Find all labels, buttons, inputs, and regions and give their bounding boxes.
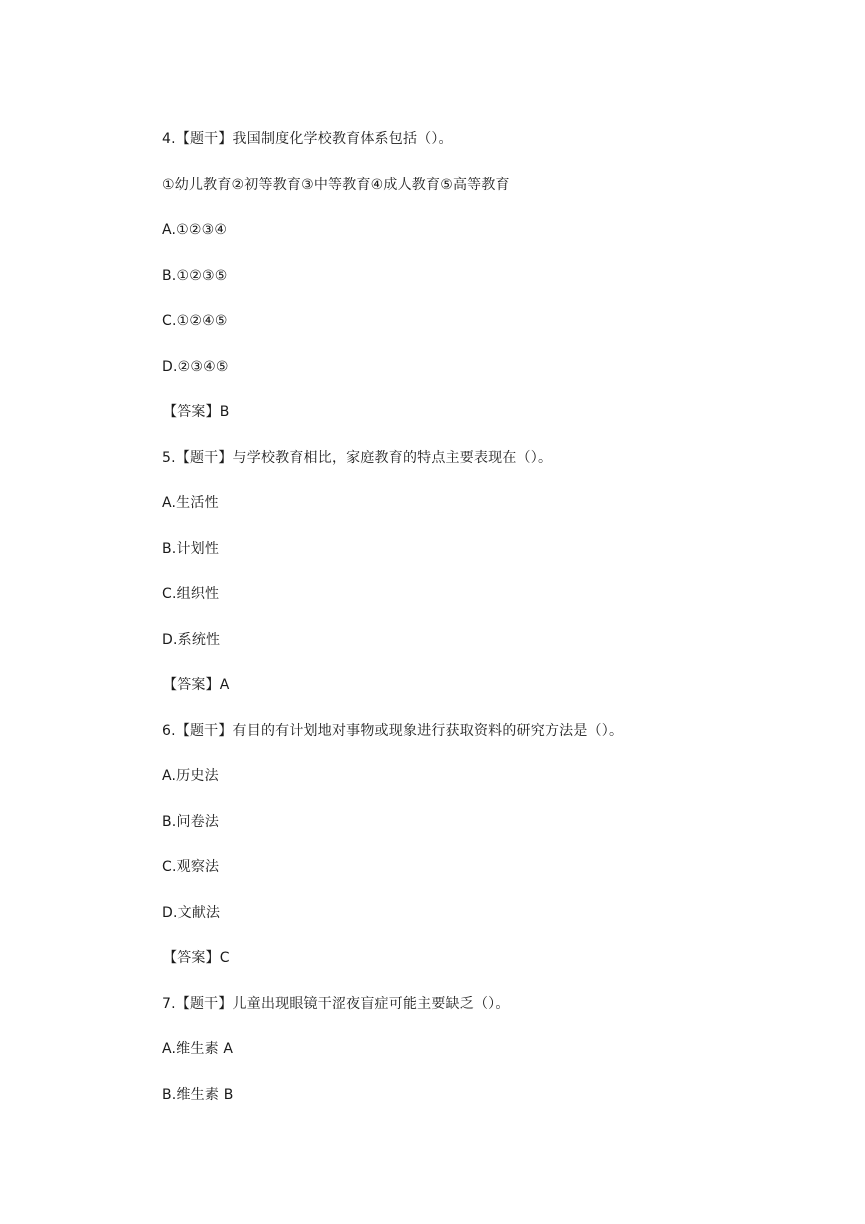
question-4-items: ①幼儿教育②初等教育③中等教育④成人教育⑤高等教育 — [162, 177, 510, 193]
question-6-option-c: C.观察法 — [162, 859, 220, 875]
question-4-option-a: A.①②③④ — [162, 222, 228, 238]
question-5-stem: 5.【题干】与学校教育相比，家庭教育的特点主要表现在（）。 — [162, 450, 553, 466]
question-6-option-a: A.历史法 — [162, 768, 219, 784]
question-5-option-d: D.系统性 — [162, 632, 221, 648]
question-7-option-b: B.维生素 B — [162, 1087, 234, 1103]
question-5-option-c: C.组织性 — [162, 586, 220, 602]
question-4-stem: 4.【题干】我国制度化学校教育体系包括（）。 — [162, 131, 453, 147]
question-5-option-a: A.生活性 — [162, 495, 219, 511]
question-4-option-b: B.①②③⑤ — [162, 268, 228, 284]
question-6-stem: 6.【题干】有目的有计划地对事物或现象进行获取资料的研究方法是（）。 — [162, 723, 624, 739]
question-5-option-b: B.计划性 — [162, 541, 220, 557]
question-4-answer: 【答案】B — [163, 404, 230, 420]
question-6-option-b: B.问卷法 — [162, 814, 220, 830]
question-6-option-d: D.文献法 — [162, 905, 221, 921]
question-7-stem: 7.【题干】儿童出现眼镜干涩夜盲症可能主要缺乏（）。 — [162, 996, 510, 1012]
question-7-option-a: A.维生素 A — [162, 1041, 234, 1057]
question-4-option-d: D.②③④⑤ — [162, 359, 229, 375]
question-5-answer: 【答案】A — [163, 677, 230, 693]
question-6-answer: 【答案】C — [163, 950, 230, 966]
question-4-option-c: C.①②④⑤ — [162, 313, 228, 329]
